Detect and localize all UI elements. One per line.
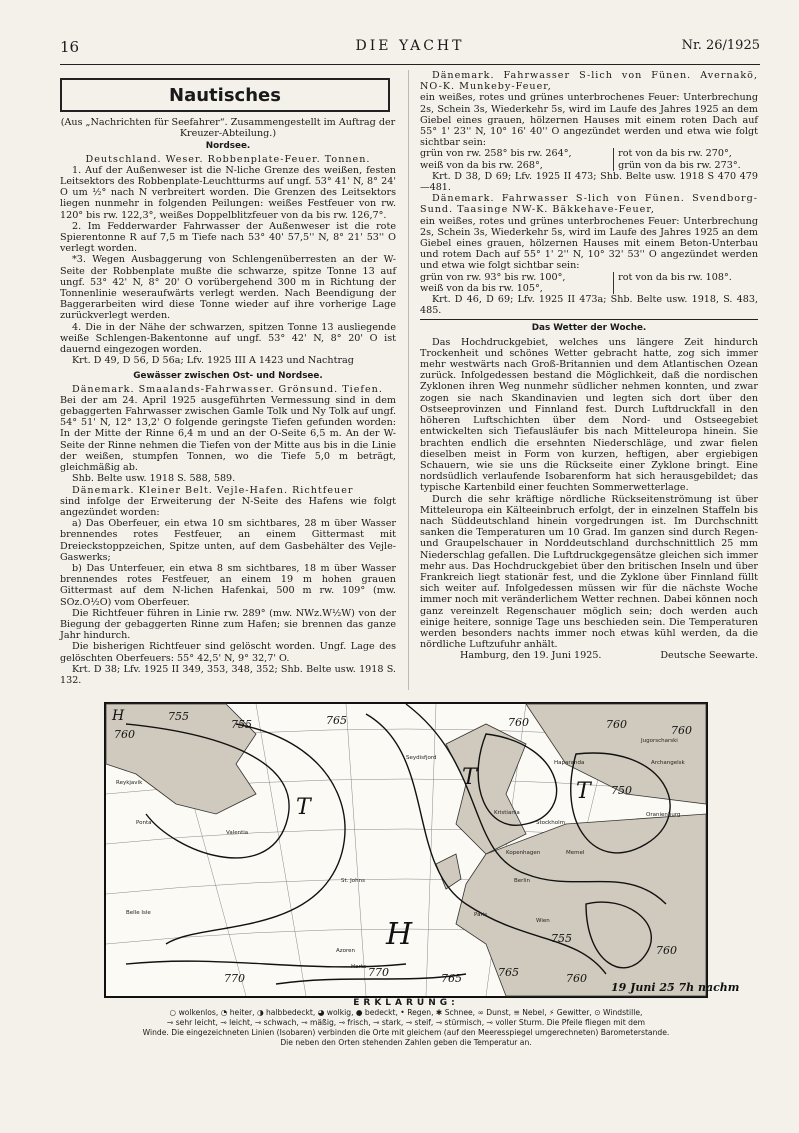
- place-label: Archangelsk: [651, 760, 685, 766]
- isobar-label: 765: [498, 966, 519, 979]
- sector-table: [420, 148, 758, 170]
- chart-reference: Krt. D 38, D 69; Lfv. 1925 II 473; Shb. Belte usw. 1918 S 470 479—481.: [420, 170, 758, 194]
- high-pressure-symbol: H: [386, 917, 413, 952]
- notice-paragraph: Die Richtfeuer führen in Linie rw. 289° (mw. NWz.W½W) von der Biegung der gebaggerten Rinne zum Hafen; sie brennen das ganze Jahr hindurch.: [60, 607, 396, 642]
- place-label: Paris: [474, 912, 488, 918]
- notice-head: Deutschland. Weser. Robbenplate-Feuer. Tonnen.: [85, 153, 371, 165]
- notice-paragraph: 1. Auf der Außenweser ist die N-liche Grenze des weißen, festen Leitsektors des Robbenplate-Leuchtturms auf ungf. 53° 41' N, 8° 24' O um ½° nach N verbreitert worden. Die Grenzen des Leitsektors liegen nunmehr in folgenden Peilungen: weißes Festfeuer von rw. 120° bis rw. 122,3°, weißes Doppelblitzfeuer von da bis rw. 126,7°.: [60, 164, 396, 221]
- place-label: Azoren: [336, 948, 356, 954]
- notice-head: Dänemark. Kleiner Belt. Vejle-Hafen. Richtfeuer: [72, 484, 354, 496]
- sector-line: grün von rw. 258° bis rw. 264°,: [420, 148, 572, 160]
- place-label: Reykjavik: [116, 780, 143, 786]
- notice-head: Dänemark. Fahrwasser S-lich von Fünen. Avernakö, NO-K. Munkeby-Feuer,: [420, 70, 758, 93]
- place-label: Wien: [536, 918, 550, 924]
- sector-line: grün von rw. 93° bis rw. 100°,: [420, 271, 566, 283]
- signature-org: Deutsche Seewarte.: [660, 650, 758, 662]
- place-label: Kopenhagen: [506, 850, 541, 856]
- page-header: [60, 38, 760, 60]
- ostnord-heading: Gewässer zwischen Ost- und Nordsee.: [133, 371, 323, 382]
- place-label: Memel: [566, 850, 585, 856]
- place-label: Oranienburg: [646, 812, 681, 818]
- isobar-label: 765: [326, 714, 347, 727]
- isobar-label: 760: [671, 724, 692, 737]
- section-rule: [420, 319, 758, 320]
- right-column: [420, 70, 758, 662]
- signature-place: Hamburg, den 19. Juni 1925.: [460, 650, 602, 662]
- place-label: Horta: [351, 964, 367, 970]
- isobar-label: 760: [114, 728, 135, 741]
- place-label: Stockholm: [536, 820, 565, 826]
- nordsee-heading: Nordsee.: [205, 141, 251, 152]
- notice-paragraph: b) Das Unterfeuer, ein etwa 8 sm sichtbares, 18 m über Wasser brennendes rotes Festfeuer, an einem 19 m hohen grauen Gittermast auf dem N-lichen Hafenkai, 500 m rw. 109° (mw. SOz.O½O) vom Oberfeuer.: [60, 562, 396, 608]
- isobar-label: 760: [508, 716, 529, 729]
- notice-paragraph: ein weißes, rotes und grünes unterbrochenes Feuer: Unterbrechung 2s, Schein 3s, Wiederkehr 5s, wird im Laufe des Jahres 1925 an dem Giebel eines grauen, hölzernen Hauses mit einem Beton-Unterbau und rotem Dach auf 55° 1' 2'' N, 10° 32' 53'' O angezündet werden und etwa wie folgt sichtbar sein:: [420, 215, 758, 272]
- page-number: 16: [60, 38, 80, 56]
- isobar-label: 770: [368, 966, 389, 979]
- low-pressure-symbol: T: [462, 765, 477, 790]
- place-label: Berlin: [514, 878, 530, 884]
- isobar-label: 755: [231, 718, 252, 731]
- weather-map: [104, 702, 740, 998]
- sector-line: grün von da bis rw. 273°.: [618, 159, 741, 171]
- notice-paragraph: *3. Wegen Ausbaggerung von Schlengenüberresten an der W-Seite der Robbenplate mußte die schwarze, spitze Tonne 13 auf ungf. 53° 42' N, 8° 20' O vorübergehend 300 m in Richtung der Tonnenlinie weseraufwärts verlegt werden. Nach Beendigung der Baggerarbeiten wird diese Tonne wieder auf ihre vorherige Lage zurückverlegt werden.: [60, 254, 396, 322]
- isobar-label: 760: [566, 972, 587, 985]
- isobar-label: 755: [168, 710, 189, 723]
- sector-line: rot von da bis rw. 108°.: [618, 271, 732, 283]
- place-label: Jugorscharski: [641, 738, 678, 744]
- header-rule: [60, 64, 760, 65]
- subtitle: (Aus „Nachrichten für Seefahrer“. Zusammengestellt im Auftrag der Kreuzer-Abteilung.): [60, 117, 396, 140]
- weather-paragraph: Durch die sehr kräftige nördliche Rückseitenströmung ist über Mitteleuropa ein Kälteeinbruch erfolgt, der in einzelnen Staffeln bis nach Süddeutschland hinein vorgedrungen ist. Im Durchschnitt sanken die Temperaturen um 10 Grad. Im ganzen sind durch Regen- und Graupelschauer in Norddeutschland durchschnittlich 25 mm Niederschlag gefallen. Die Luftdruckgegensätze gleichen sich immer mehr aus. Das Hochdruckgebiet über den britischen Inseln und über Frankreich liegt stationär fest, und die Zyklone über Finnland füllt sich weiter auf. Infolgedessen müssen wir für die nächste Woche immer noch mit veränderlichem Wetter rechnen. Dabei können noch ganz vereinzelt Regenschauer möglich sein; doch werden auch einige heitere, sonnige Tage uns beschieden sein. Die Temperaturen werden besonders nachts immer noch etwas kühl werden, da die nördliche Luftzufuhr anhält.: [420, 493, 758, 651]
- magazine-title: DIE YACHT: [355, 38, 465, 54]
- sector-line: rot von da bis rw. 270°,: [618, 148, 732, 160]
- map-legend: [96, 998, 716, 1048]
- legend-line: Winde. Die eingezeichneten Linien (Isobaren) verbinden die Orte mit gleichem (auf den Meeresspiegel umgerechneten) Barometerstande.: [142, 1028, 670, 1037]
- legend-line: ○ wolkenlos, ◔ heiter, ◑ halbbedeckt, ◕ wolkig, ● bedeckt, • Regen, ✱ Schnee, ∞ Dunst, ≡ Nebel, ⚡ Gewitter, ⊙ Windstille,: [169, 1008, 643, 1017]
- place-label: Kristiania: [494, 810, 520, 816]
- isobar-label: 770: [224, 972, 245, 985]
- weather-heading: Das Wetter der Woche.: [531, 323, 647, 334]
- weather-map-svg: [106, 704, 740, 996]
- sector-line: weiß von da bis rw. 268°,: [420, 159, 543, 171]
- high-pressure-symbol: H: [112, 708, 125, 724]
- signature-line: [420, 650, 758, 661]
- notice-head: Dänemark. Smaalands-Fahrwasser. Grönsund. Tiefen.: [72, 383, 383, 395]
- place-label: St. Johns: [341, 878, 365, 884]
- isobar-label: 760: [656, 944, 677, 957]
- chart-reference: Shb. Belte usw. 1918 S. 588, 589.: [72, 473, 236, 485]
- place-label: Belle Isle: [126, 910, 151, 916]
- legend-line: ⊸ sehr leicht, ⊸ leicht, ⊸ schwach, ⊸ mäßig, ⊸ frisch, ⊸ stark, ⊸ steif, ⊸ stürmisch, ⊸ voller Sturm. Die Pfeile fliegen mit dem: [166, 1018, 646, 1027]
- weather-paragraph: Das Hochdruckgebiet, welches uns längere Zeit hindurch Trockenheit und schönes Wetter gebracht hatte, zog sich immer mehr westwärts nach Groß-Britannien und dem Atlantischen Ozean zurück. Infolgedessen bestand die Möglichkeit, daß die nordischen Zyklonen ihren Weg nunmehr südlicher nehmen konnten, und zwar zogen sie nach Skandinavien und legten sich dort über den Ostseeprovinzen und Finnland fest. Durch Luftdruckfall in den höheren Luftschichten über dem Nord- und Ostseegebiet entwickelten sich Tiefausläufer bis nach Mitteleuropa hinein. Sie brachten endlich die ersehnten Niederschläge, und zwar fielen dieselben meist in Form von kurzen, heftigen, aber ergiebigen Schauern, wie sie uns die Rückseite einer Zyklone bringt. Eine nordsüdlich verlaufende Isobarenform hat sich herausgebildet; das typische Kartenbild einer feuchten Sommerwetterlage.: [420, 336, 758, 494]
- notice-paragraph: ein weißes, rotes und grünes unterbrochenes Feuer: Unterbrechung 2s, Schein 3s, Wiederkehr 5s, wird im Laufe des Jahres 1925 an dem Giebel eines grauen, hölzernen Hauses mit einem roten Dach auf 55° 1' 23'' N, 10° 16' 40'' O angezündet werden und etwa wie folgt sichtbar sein:: [420, 92, 758, 149]
- chart-reference: Krt. D 46, D 69; Lfv. 1925 II 473a; Shb. Belte usw. 1918, S. 483, 485.: [420, 294, 758, 317]
- isobar-label: 765: [441, 972, 462, 985]
- sector-line: weiß von da bis rw. 105°,: [420, 282, 543, 294]
- isobar-label: 760: [606, 718, 627, 731]
- section-title-box: [60, 78, 390, 112]
- place-label: Valentia: [226, 830, 249, 836]
- chart-reference: Krt. D 49, D 56, D 56a; Lfv. 1925 III A 1423 und Nachtrag: [72, 355, 354, 367]
- place-label: Haparanda: [554, 760, 585, 766]
- legend-title: ERKLÄRUNG:: [353, 998, 459, 1008]
- map-date-label: 19 Juni 25 7h nachm: [611, 981, 740, 994]
- issue-number: Nr. 26/1925: [681, 38, 760, 53]
- notice-paragraph: 2. Im Fedderwarder Fahrwasser der Außenweser ist die rote Spierentonne R auf 7,5 m Tiefe nach 53° 40' 57,5'' N, 8° 21' 53'' O verlegt worden.: [60, 220, 396, 255]
- sector-table: [420, 272, 758, 294]
- notice-paragraph: a) Das Oberfeuer, ein etwa 10 sm sichtbares, 28 m über Wasser brennendes rotes Festfeuer, an einem Gittermast mit Dreieckstoppzeichen, Spitze unten, auf dem Gasbehälter des Vejle-Gaswerks;: [60, 518, 396, 563]
- legend-line: Die neben den Orten stehenden Zahlen geben die Temperatur an.: [280, 1038, 532, 1047]
- low-pressure-symbol: T: [296, 795, 311, 820]
- column-divider: [408, 70, 409, 690]
- chart-reference: Krt. D 38; Lfv. 1925 II 349, 353, 348, 352; Shb. Belte usw. 1918 S. 132.: [60, 663, 396, 686]
- notice-paragraph: Die bisherigen Richtfeuer sind gelöscht worden. Ungf. Lage des gelöschten Oberfeuers: 55° 42,5' N, 9° 32,7' O.: [60, 641, 396, 664]
- notice-paragraph: sind infolge der Erweiterung der N-Seite des Hafens wie folgt angezündet worden:: [60, 495, 396, 518]
- section-title: Nautisches: [169, 85, 281, 106]
- notice-paragraph: 4. Die in der Nähe der schwarzen, spitzen Tonne 13 ausliegende weiße Schlengen-Bakentonne auf ungf. 53° 42' N, 8° 20' O ist dauernd eingezogen worden.: [60, 321, 396, 356]
- place-label: Seydisfjord: [406, 755, 437, 761]
- notice-head: Dänemark. Fahrwasser S-lich von Fünen. Svendborg-Sund. Taasinge NW-K. Bäkkehave-Feuer,: [420, 193, 758, 216]
- notice-paragraph: Bei der am 24. April 1925 ausgeführten Vermessung sind in dem gebaggerten Fahrwasser zwischen Gamle Tolk und Ny Tolk auf ungf. 54° 51' N, 12° 13,2' O folgende geringste Tiefen gefunden worden: In der Mitte der Rinne 6,4 m und an der O-Seite 6,5 m. An der W-Seite der Rinne nehmen die Tiefen von der Mitte aus bis in die Linie der weißen, stumpfen Tonnen, wo die Tiefe 5,0 m beträgt, gleichmäßig ab.: [60, 394, 396, 474]
- left-column: [60, 70, 396, 686]
- isobar-label: 750: [611, 784, 632, 797]
- place-label: Ponta: [136, 820, 152, 826]
- low-pressure-symbol: T: [576, 779, 591, 804]
- isobar-label: 755: [551, 932, 572, 945]
